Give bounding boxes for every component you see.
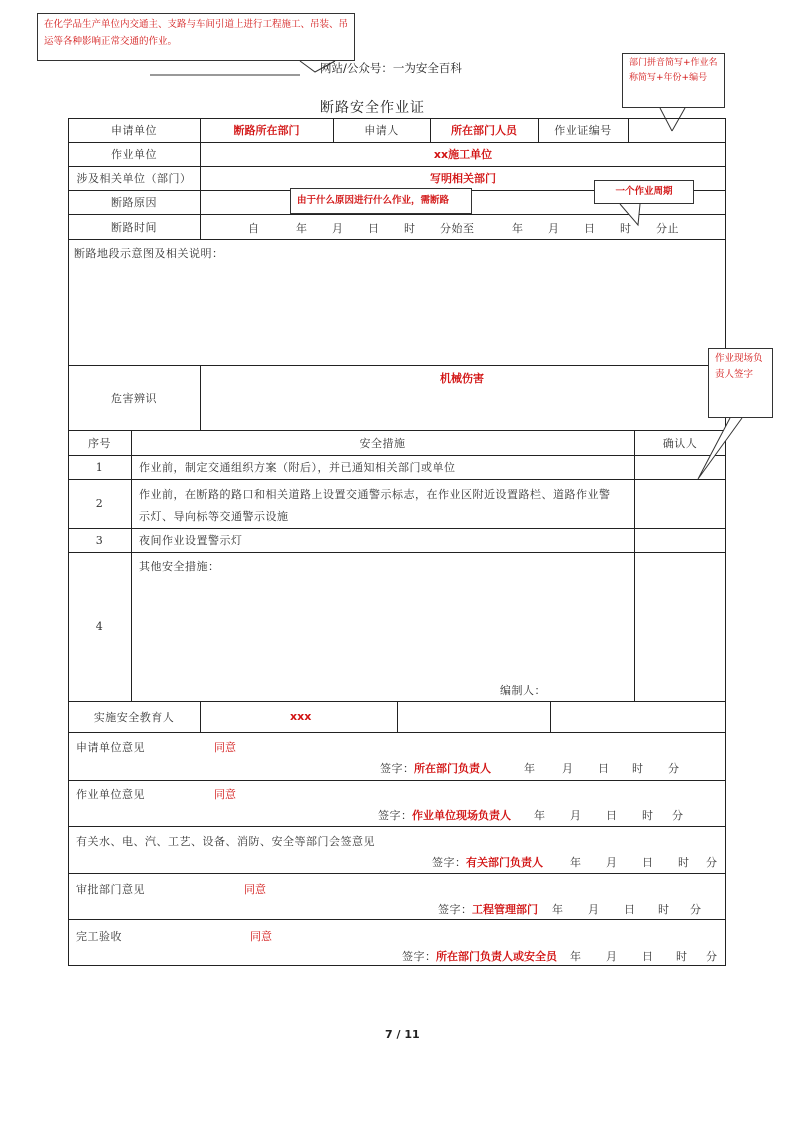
opinion-label: 申请单位意见: [76, 741, 145, 754]
minute-label: 分: [690, 903, 702, 916]
opinion-label: 审批部门意见: [76, 883, 145, 896]
hour-label: 时: [642, 809, 654, 822]
time-from: 自: [248, 222, 260, 235]
opinion-label: 完工验收: [76, 930, 122, 943]
callout-permit-no: [622, 53, 725, 108]
sketch-label: 断路地段示意图及相关说明：: [74, 247, 224, 260]
hazard-value: 机械伤害: [440, 372, 484, 385]
month-label: 月: [562, 762, 574, 775]
time-hour-2: 时: [620, 222, 632, 235]
opinion-label: 有关水、电、汽、工艺、设备、消防、安全等部门会签意见: [76, 835, 375, 848]
time-label: 断路时间: [111, 220, 157, 234]
minute-label: 分: [668, 762, 680, 775]
callout-permit-no-text: 部门拼音简写+作业名称简写+年份+编号: [629, 58, 718, 83]
signer-value: 工程管理部门: [472, 903, 538, 916]
time-day-2: 日: [584, 222, 596, 235]
hour-label: 时: [676, 950, 688, 963]
page-number: 7 / 11: [385, 1028, 420, 1041]
opinion-agree: 同意: [214, 741, 236, 754]
month-label: 月: [570, 809, 582, 822]
related-unit-value: 写明相关部门: [430, 172, 496, 185]
apply-unit-value: 断路所在部门: [233, 124, 300, 137]
year-label: 年: [524, 762, 536, 775]
year-label: 年: [534, 809, 546, 822]
time-month-1: 月: [332, 222, 344, 235]
time-start: 分始至: [440, 222, 475, 235]
opinion-agree: 同意: [250, 930, 272, 943]
time-day-1: 日: [368, 222, 380, 235]
time-month-2: 月: [548, 222, 560, 235]
measure-2-no: 2: [95, 497, 104, 510]
sign-label: 签字：: [402, 950, 437, 963]
applicant-value: 所在部门人员: [451, 124, 517, 137]
col-confirm: 确认人: [662, 436, 698, 450]
measure-4-compiler: 编制人：: [500, 684, 546, 697]
measure-4-text: 其他安全措施：: [139, 560, 220, 573]
educator-value: xxx: [290, 710, 312, 723]
day-label: 日: [624, 903, 636, 916]
callout-reason-text: 由于什么原因进行什么作业，需断路: [297, 195, 450, 206]
month-label: 月: [606, 950, 618, 963]
measure-3-text: 夜间作业设置警示灯: [139, 534, 243, 547]
hour-label: 时: [678, 856, 690, 869]
work-unit-value: xx施工单位: [433, 148, 493, 161]
hour-label: 时: [658, 903, 670, 916]
opinion-label: 作业单位意见: [76, 788, 145, 801]
callout-cycle: [594, 180, 694, 204]
measure-2-text-b: 示灯、导向标等交通警示设施: [139, 510, 289, 523]
time-end: 分止: [656, 222, 679, 235]
signer-value: 所在部门负责人或安全员: [436, 950, 557, 963]
hazard-label: 危害辨识: [111, 391, 157, 405]
callout-reason: [290, 188, 472, 214]
applicant-label: 申请人: [364, 124, 399, 137]
time-year-1: 年: [296, 222, 308, 235]
sign-label: 签字：: [380, 762, 415, 775]
permit-no-label: 作业证编号: [554, 124, 612, 137]
month-label: 月: [588, 903, 600, 916]
time-year-2: 年: [512, 222, 524, 235]
month-label: 月: [606, 856, 618, 869]
time-hour-1: 时: [404, 222, 416, 235]
site-label: 网站/公众号：一为安全百科: [320, 61, 462, 75]
day-label: 日: [642, 856, 654, 869]
col-measure: 安全措施: [359, 436, 406, 450]
signer-value: 作业单位现场负责人: [412, 809, 511, 822]
measure-4-no: 4: [95, 620, 104, 633]
minute-label: 分: [706, 950, 718, 963]
sign-label: 签字：: [438, 903, 473, 916]
callout-cycle-text: 一个作业周期: [615, 186, 673, 197]
related-unit-label: 涉及相关单位（部门）: [76, 172, 192, 185]
opinion-agree: 同意: [244, 883, 266, 896]
reason-label: 断路原因: [111, 196, 157, 209]
educator-label: 实施安全教育人: [93, 710, 175, 724]
day-label: 日: [598, 762, 610, 775]
day-label: 日: [642, 950, 654, 963]
measure-2-text-a: 作业前，在断路的路口和相关道路上设置交通警示标志，在作业区附近设置路栏、道路作业警: [139, 488, 611, 501]
work-unit-label: 作业单位: [111, 148, 157, 161]
apply-unit-label: 申请单位: [111, 124, 157, 137]
callout-signer-text: 作业现场负责人签字: [715, 353, 763, 380]
opinion-agree: 同意: [214, 788, 236, 801]
signer-value: 有关部门负责人: [466, 856, 543, 869]
year-label: 年: [570, 950, 582, 963]
hour-label: 时: [632, 762, 644, 775]
year-label: 年: [570, 856, 582, 869]
minute-label: 分: [706, 856, 718, 869]
measure-3-no: 3: [95, 533, 104, 547]
sign-label: 签字：: [432, 856, 467, 869]
callout-signer: [708, 348, 773, 418]
col-no: 序号: [88, 436, 111, 450]
callout-scope-text: 在化学品生产单位内交通主、支路与车间引道上进行工程施工、吊装、吊运等各种影响正常交通的作业。: [44, 19, 349, 47]
sign-label: 签字：: [378, 809, 413, 822]
year-label: 年: [552, 903, 564, 916]
measure-1-no: 1: [95, 460, 104, 474]
signer-value: 所在部门负责人: [414, 762, 491, 775]
day-label: 日: [606, 809, 618, 822]
page-title: 断路安全作业证: [320, 100, 425, 116]
measure-1-text: 作业前，制定交通组织方案（附后），并已通知相关部门或单位: [139, 461, 456, 474]
minute-label: 分: [672, 809, 684, 822]
